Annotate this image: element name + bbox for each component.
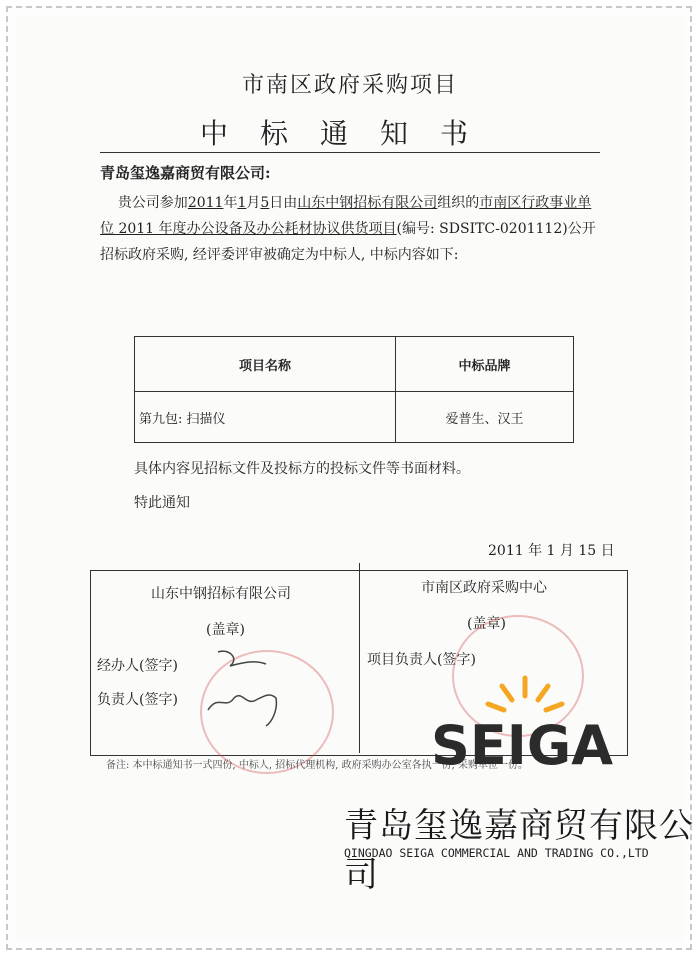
agency-org: 山东中钢招标有限公司 — [151, 586, 291, 602]
addressee: 青岛玺逸嘉商贸有限公司: — [100, 164, 271, 182]
logo-wordmark: SEIGA — [431, 714, 613, 774]
month-value: 1 — [237, 195, 247, 211]
cell-project: 第九包: 扫描仪 — [135, 392, 396, 443]
issue-date: 2011 年 1 月 15 日 — [488, 543, 615, 559]
company-name-cn: 青岛玺逸嘉商贸有限公司 — [344, 806, 694, 895]
notice-line: 特此通知 — [134, 495, 190, 511]
table-header-row — [135, 337, 574, 392]
signature-divider — [359, 563, 360, 753]
center-seal-label: (盖章) — [467, 616, 506, 632]
document-title: 市南区政府采购项目 — [241, 73, 458, 98]
award-table — [134, 336, 574, 443]
year-value: 2011 — [187, 195, 224, 211]
footnote: 备注: 本中标通知书一式四份, 中标人, 招标代理机构, 政府采购办公室各执一份, 采购单位一份。 — [106, 760, 528, 771]
col-project-name: 项目名称 — [135, 337, 396, 392]
handler-signature-label: 经办人(签字) — [97, 658, 178, 674]
col-brand: 中标品牌 — [396, 337, 574, 392]
agency-seal-label: (盖章) — [206, 622, 245, 638]
company-name-en: QINGDAO SEIGA COMMERCIAL AND TRADING CO.,LTD — [344, 846, 649, 860]
details-line: 具体内容见招标文件及投标方的投标文件等书面材料。 — [134, 461, 470, 477]
agency-name: 山东中钢招标有限公司 — [297, 195, 438, 211]
project-lead-signature-label: 项目负责人(签字) — [367, 652, 476, 668]
responsible-signature-label: 负责人(签字) — [97, 692, 178, 708]
document-subtitle: 中标通知书 — [199, 117, 500, 150]
table-row — [135, 392, 574, 443]
cell-brand: 爱普生、汉王 — [396, 392, 574, 443]
procurement-center-org: 市南区政府采购中心 — [421, 580, 547, 596]
project-name: 市南区行政事业单位 2011 年度办公设备及办公耗材协议供货项目 — [100, 195, 592, 237]
seiga-logo-icon — [424, 664, 620, 774]
title-divider — [100, 152, 600, 153]
body-paragraph: 贵公司参加2011年1月5日由山东中钢招标有限公司组织的市南区行政事业单位 2011 年度办公设备及办公耗材协议供货项目(编号: SDSITC-0201112)公开招标政府采购, 经评委评审被确定为中标人, 中标内容如下: — [100, 195, 596, 263]
notice-body — [100, 190, 605, 268]
day-value: 5 — [260, 195, 270, 211]
handwritten-signature — [200, 640, 310, 730]
